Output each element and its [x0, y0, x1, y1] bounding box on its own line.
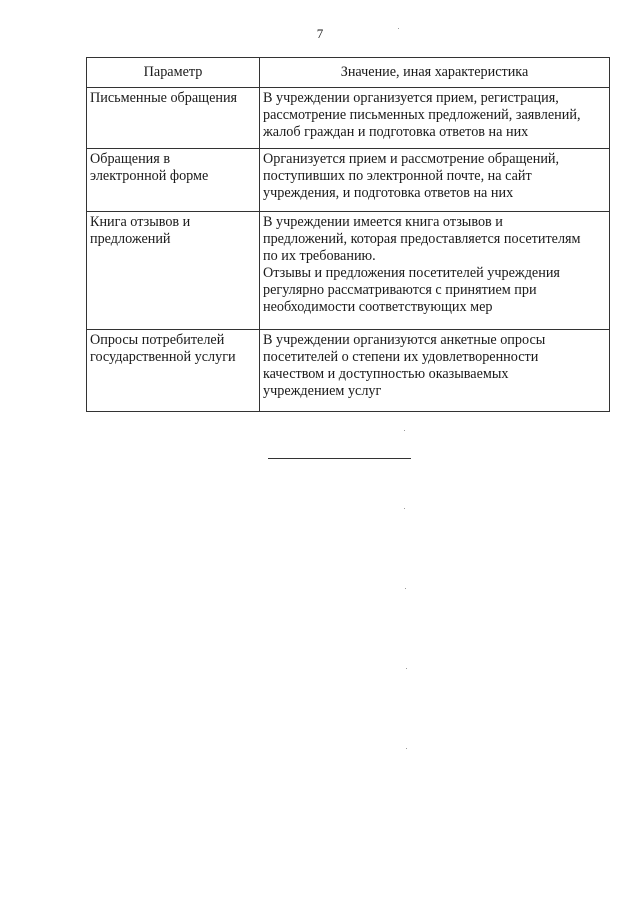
- table-row: [87, 212, 610, 330]
- value-cell: [260, 330, 610, 412]
- value-line: предложений, которая предоставляется посетителям: [263, 231, 581, 247]
- service-parameters-table: [86, 57, 610, 412]
- value-line: жалоб граждан и подготовка ответов на них: [263, 124, 529, 140]
- value-line: Организуется прием и рассмотрение обращений,: [263, 151, 560, 167]
- table-row: [87, 330, 610, 412]
- parameter-line: Опросы потребителей: [90, 332, 225, 348]
- value-line: В учреждении организуется прием, регистрация,: [263, 90, 559, 106]
- value-line: В учреждении имеется книга отзывов и: [263, 214, 503, 230]
- value-line: качеством и доступностью оказываемых: [263, 366, 509, 382]
- parameter-line: электронной форме: [90, 168, 209, 184]
- scan-speck: [406, 668, 407, 669]
- value-line: необходимости соответствующих мер: [263, 299, 493, 315]
- column-header-value: Значение, иная характеристика: [260, 58, 610, 88]
- scan-speck: [406, 748, 407, 749]
- scan-speck: [398, 28, 399, 29]
- value-line: по их требованию.: [263, 248, 376, 264]
- value-cell: [260, 149, 610, 212]
- column-header-parameter: Параметр: [87, 58, 260, 88]
- value-line: регулярно рассматриваются с принятием при: [263, 282, 537, 298]
- scan-speck: [404, 430, 405, 431]
- parameter-line: Обращения в: [90, 151, 171, 167]
- parameter-line: государственной услуги: [90, 349, 236, 365]
- value-line: учреждением услуг: [263, 383, 382, 399]
- table-header-row: [87, 58, 610, 88]
- parameter-text: Письменные обращения: [90, 90, 238, 106]
- parameter-line: Книга отзывов и: [90, 214, 191, 230]
- page-number: 7: [316, 26, 324, 41]
- value-line: Отзывы и предложения посетителей учреждения: [263, 265, 560, 281]
- value-line: В учреждении организуются анкетные опросы: [263, 332, 546, 348]
- value-line: посетителей о степени их удовлетворенности: [263, 349, 539, 365]
- value-cell: [260, 212, 610, 330]
- value-line: рассмотрение письменных предложений, заявлений,: [263, 107, 581, 123]
- scan-speck: [405, 588, 406, 589]
- parameter-line: предложений: [90, 231, 171, 247]
- scan-speck: [404, 508, 405, 509]
- end-of-document-rule: [268, 458, 411, 459]
- parameter-cell: [87, 149, 260, 212]
- table-row: [87, 149, 610, 212]
- parameter-cell: [87, 88, 260, 149]
- value-cell: [260, 88, 610, 149]
- parameter-cell: [87, 212, 260, 330]
- parameter-cell: [87, 330, 260, 412]
- value-line: учреждения, и подготовка ответов на них: [263, 185, 514, 201]
- value-line: поступивших по электронной почте, на сайт: [263, 168, 532, 184]
- table-row: [87, 88, 610, 149]
